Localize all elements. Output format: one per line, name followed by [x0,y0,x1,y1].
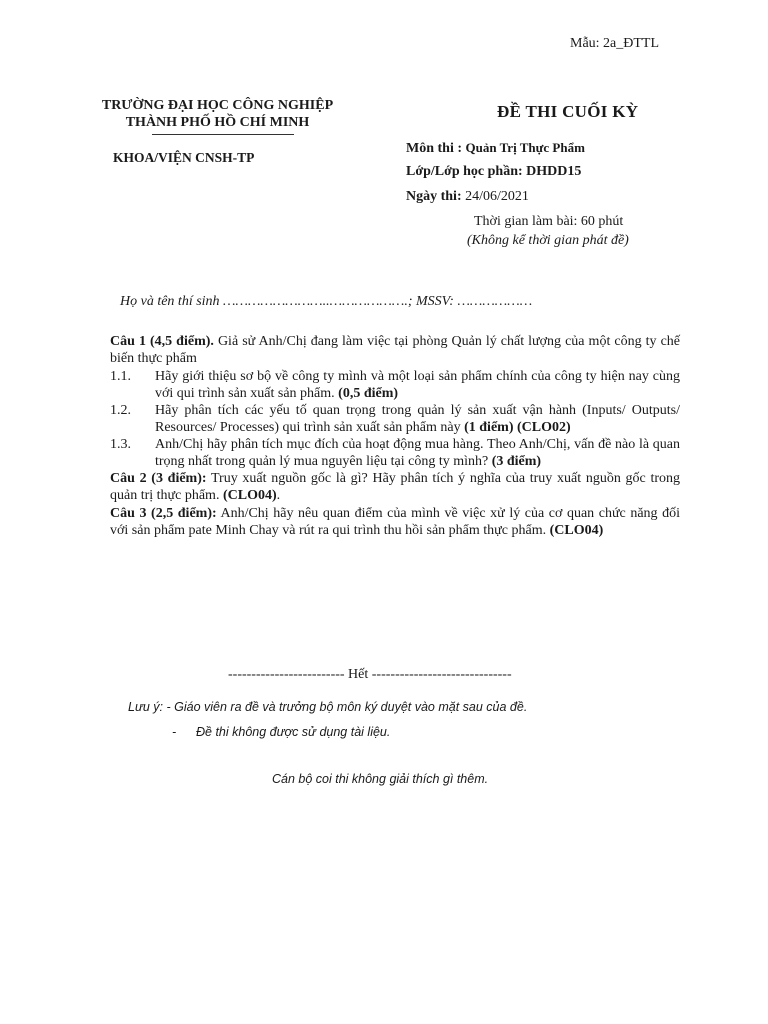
note-line-1: Lưu ý: - Giáo viên ra đề và trưởng bộ môn ký duyệt vào mặt sau của đề. [128,700,528,714]
question-1-heading: Câu 1 (4,5 điểm). [110,334,214,349]
university-name-line2: THÀNH PHỐ HỒ CHÍ MINH [125,115,310,130]
exam-class [406,164,581,180]
exam-questions [110,333,680,540]
question-1-2-points: (1 điểm) (CLO02) [464,420,571,435]
question-1-3 [110,436,680,470]
faculty-name: KHOA/VIỆN CNSH-TP [113,150,255,165]
note-line-2-dash: - [172,725,177,739]
question-1-1-text: Hãy giới thiệu sơ bộ về công ty mình và một loại sản phẩm chính của công ty hiện nay cùng với qui trình sản xuất sản phẩm. [155,369,680,401]
question-1-3-text: Anh/Chị hãy phân tích mục đích của hoạt động mua hàng. Theo Anh/Chị, vấn đề nào là quan trọng nhất trong quản lý mua nguyên liệu tại công ty mình? [155,437,680,469]
question-2-tail: . [276,488,281,503]
class-label: Lớp/Lớp học phần: [406,164,523,179]
date-value: 24/06/2021 [465,189,529,204]
question-1-3-points: (3 điểm) [491,454,542,469]
class-value: DHDD15 [526,164,582,179]
question-1-2-number: 1.2. [110,403,131,418]
question-3-points: (CLO04) [549,523,604,538]
question-1-text: Giả sử Anh/Chị đang làm việc tại phòng Quản lý chất lượng của một công ty chế biến thực phẩm [110,334,680,366]
exam-subject [406,140,585,157]
header-divider [152,134,294,135]
student-info-line: Họ và tên thí sinh ……………………..……………….; MSSV: ……………… [120,294,533,309]
question-3-heading: Câu 3 (2,5 điểm): [110,506,217,521]
question-1-2 [110,402,680,436]
question-3-text: Anh/Chị hãy nêu quan điểm của mình về việc xử lý của cơ quan chức năng đối với sản phẩm pate Minh Chay và rút ra qui trình thu hồi sản phẩm thực phẩm. [110,506,681,538]
note-line-2 [172,725,390,739]
note-line-2-text: Đề thi không được sử dụng tài liệu. [196,725,391,739]
question-3 [110,505,680,539]
question-1 [110,333,680,367]
question-2-text: Truy xuất nguồn gốc là gì? Hãy phân tích ý nghĩa của truy xuất nguồn gốc trong quản trị thực phẩm. [110,471,680,503]
question-1-1-number: 1.1. [110,369,131,384]
date-label: Ngày thi: [406,189,462,204]
end-of-exam-line: ------------------------- Hết ------------------------------ [228,667,512,682]
exam-duration-note: (Không kể thời gian phát đề) [467,233,629,248]
closing-statement: Cán bộ coi thi không giải thích gì thêm. [272,772,489,786]
exam-title: ĐỀ THI CUỐI KỲ [497,102,639,121]
subject-label: Môn thi : [406,141,462,156]
question-2-heading: Câu 2 (3 điểm): [110,471,207,486]
question-1-2-text: Hãy phân tích các yếu tố quan trọng trong quản lý sản xuất vận hành (Inputs/ Outputs/ Resources/ Processes) qui trình sản xuất sản phẩm này [155,403,680,435]
question-1-3-number: 1.3. [110,437,131,452]
question-2 [110,470,680,504]
question-1-1-points: (0,5 điểm) [338,386,399,401]
question-2-points: (CLO04) [222,488,277,503]
form-code: Mẫu: 2a_ĐTTL [570,36,660,51]
exam-duration: Thời gian làm bài: 60 phút [474,214,624,229]
question-1-1 [110,368,680,402]
subject-value: Quản Trị Thực Phẩm [465,140,585,155]
exam-date [406,189,529,205]
university-name-line1: TRƯỜNG ĐẠI HỌC CÔNG NGHIỆP [101,98,334,113]
